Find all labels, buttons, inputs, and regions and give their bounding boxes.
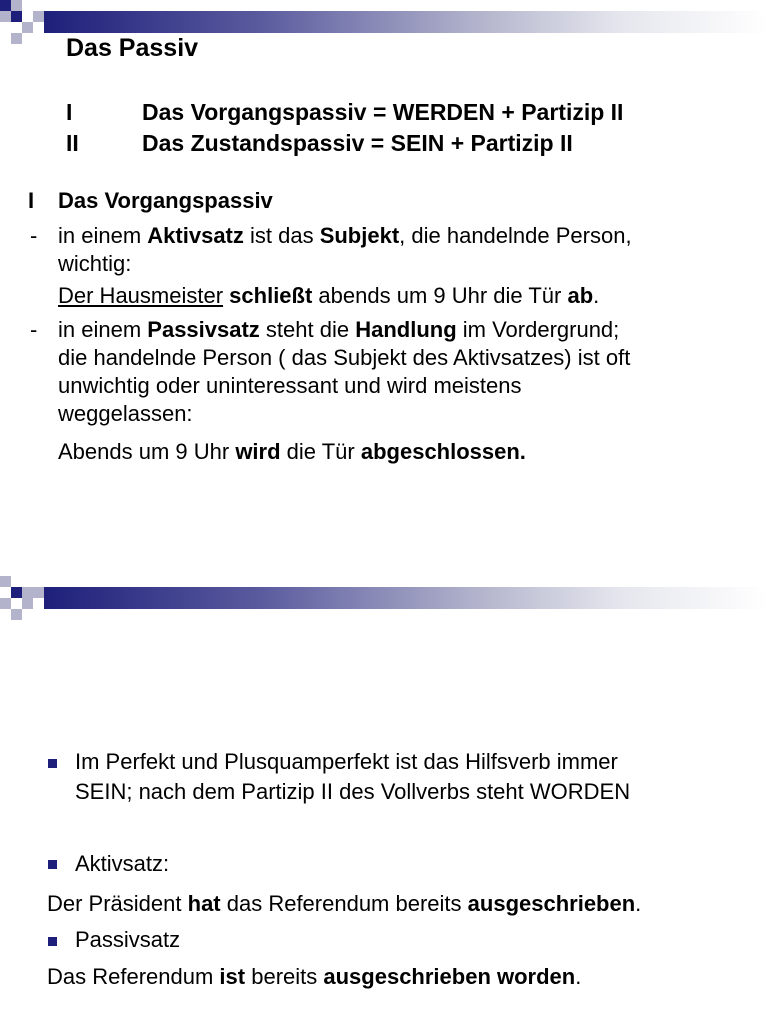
- dash-1: -: [30, 223, 38, 248]
- slide-2: [0, 512, 768, 1024]
- bullet-1-line-2: SEIN; nach dem Partizip II des Vollverbs steht WORDEN: [75, 779, 631, 804]
- point-2-line-2: die handelnde Person ( das Subjekt des Aktivsatzes) ist oft: [58, 345, 631, 370]
- example-2: Abends um 9 Uhr wird die Tür abgeschlossen.: [58, 439, 526, 464]
- example-1: Der Hausmeister schließt abends um 9 Uhr die Tür ab.: [58, 283, 600, 308]
- bullet-3: Passivsatz: [75, 927, 181, 952]
- section-heading: Das Vorgangspassiv: [58, 188, 273, 213]
- section-num: I: [28, 188, 35, 213]
- overview-text-1: Das Vorgangspassiv = WERDEN + Partizip II: [142, 99, 624, 125]
- dash-2: -: [30, 317, 38, 342]
- slide-title: Das Passiv: [66, 34, 199, 62]
- bullet-2: Aktivsatz:: [75, 851, 170, 876]
- bullet-square-icon: [48, 860, 57, 869]
- example-passivsatz: Das Referendum ist bereits ausgeschrieben worden.: [47, 964, 582, 989]
- overview-text-2: Das Zustandspassiv = SEIN + Partizip II: [142, 130, 573, 156]
- point-2-line-3: unwichtig oder uninteressant und wird meistens: [58, 373, 522, 398]
- point-2-line-4: weggelassen:: [58, 401, 193, 426]
- point-2-line-1: in einem Passivsatz steht die Handlung im Vordergrund;: [58, 317, 620, 342]
- overview-num-2: II: [66, 130, 79, 156]
- point-1-line-1: in einem Aktivsatz ist das Subjekt, die handelnde Person,: [58, 223, 632, 248]
- bullet-1-line-1: Im Perfekt und Plusquamperfekt ist das Hilfsverb immer: [75, 749, 618, 774]
- point-1-line-2: wichtig:: [58, 251, 132, 276]
- bullet-square-icon: [48, 759, 57, 768]
- header-decoration: [0, 576, 768, 624]
- example-aktivsatz: Der Präsident hat das Referendum bereits ausgeschrieben.: [47, 891, 642, 916]
- overview-num-1: I: [66, 99, 73, 125]
- bullet-square-icon: [48, 937, 57, 946]
